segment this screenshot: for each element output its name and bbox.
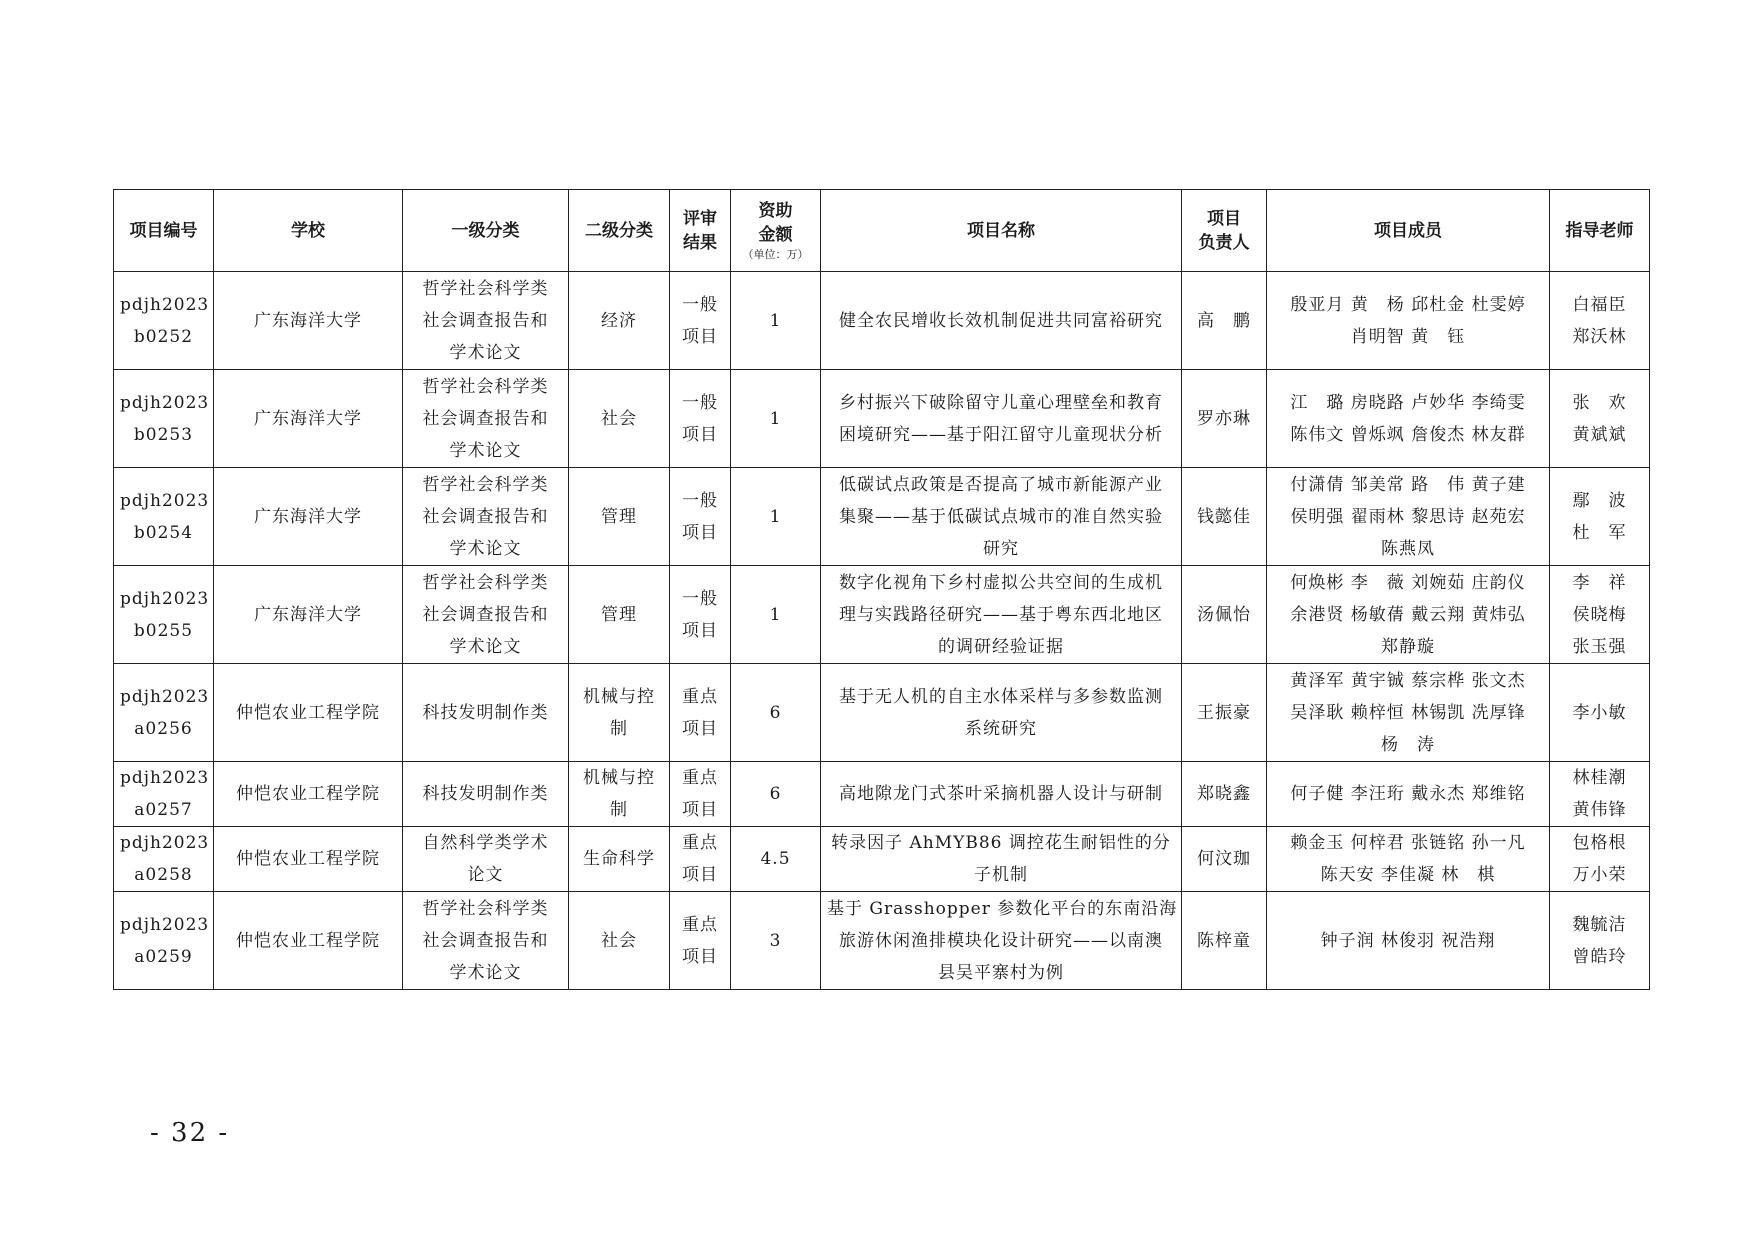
- cell-school: 仲恺农业工程学院: [214, 664, 403, 762]
- cell-project-name-line: 数字化视角下乡村虚拟公共空间的生成机: [839, 572, 1163, 593]
- cell-project-id: [114, 892, 214, 990]
- cell-category-1-line: 社会调查报告和: [422, 506, 549, 527]
- cell-amount: 6: [731, 762, 821, 827]
- cell-project-name-line: 低碳试点政策是否提高了城市新能源产业: [839, 474, 1163, 495]
- header-school: 学校: [214, 190, 403, 272]
- cell-result-line: 项目: [682, 424, 718, 445]
- cell-advisor: [1550, 762, 1650, 827]
- cell-category-1-line: 社会调查报告和: [422, 310, 549, 331]
- cell-project-name-line: 乡村振兴下破除留守儿童心理壁垒和教育: [839, 392, 1163, 413]
- table-row: [114, 762, 1650, 827]
- cell-project-name: [821, 468, 1182, 566]
- cell-category-2: [569, 827, 670, 892]
- cell-amount: 1: [731, 370, 821, 468]
- cell-category-2: [569, 468, 670, 566]
- cell-advisor-line: 李 祥: [1572, 572, 1627, 593]
- cell-advisor-line: 鄢 波: [1572, 490, 1627, 511]
- cell-result: [670, 468, 731, 566]
- cell-leader: 何汶珈: [1182, 827, 1267, 892]
- cell-project-id-line: pdjh2023: [120, 294, 210, 315]
- page-number: - 32 -: [150, 1118, 230, 1148]
- cell-members-line: 陈燕凤: [1381, 538, 1435, 559]
- cell-advisor-line: 黄斌斌: [1572, 424, 1627, 445]
- cell-project-id-line: b0252: [133, 326, 194, 347]
- cell-category-2-line: 制: [610, 718, 628, 739]
- cell-project-name-line: 系统研究: [965, 718, 1037, 739]
- cell-members-line: 何子健 李汪珩 戴永杰 郑维铭: [1290, 784, 1526, 804]
- cell-category-1-line: 学术论文: [449, 440, 522, 461]
- header-result-line: 结果: [683, 232, 717, 253]
- cell-project-name-line: 高地隙龙门式茶叶采摘机器人设计与研制: [839, 784, 1163, 804]
- cell-project-name: [821, 892, 1182, 990]
- cell-category-1: [403, 370, 569, 468]
- table-row: [114, 272, 1650, 370]
- cell-leader: 钱懿佳: [1182, 468, 1267, 566]
- cell-category-1: [403, 827, 569, 892]
- cell-category-2: [569, 272, 670, 370]
- cell-result-line: 重点: [682, 833, 718, 853]
- cell-category-1-line: 哲学社会科学类: [422, 474, 549, 495]
- cell-category-2: [569, 370, 670, 468]
- cell-category-2-line: 机械与控: [583, 686, 655, 707]
- table-header: [114, 190, 1650, 272]
- cell-project-name: [821, 762, 1182, 827]
- cell-members: [1267, 566, 1550, 664]
- cell-members-line: 侯明强 翟雨林 黎思诗 赵苑宏: [1290, 506, 1526, 527]
- cell-members-line: 黄泽军 黄宇铖 蔡宗桦 张文杰: [1290, 670, 1526, 691]
- cell-advisor-line: 曾皓玲: [1572, 946, 1627, 967]
- header-cat2: 二级分类: [569, 190, 670, 272]
- table-row: [114, 827, 1650, 892]
- cell-members-line: 赖金玉 何梓君 张链铭 孙一凡: [1290, 833, 1526, 853]
- header-amount-line: 金额: [758, 224, 793, 245]
- cell-project-id-line: pdjh2023: [120, 833, 210, 853]
- cell-category-2-line: 经济: [601, 310, 637, 331]
- header-cat1: 一级分类: [403, 190, 569, 272]
- cell-members-line: 江 璐 房晓路 卢妙华 李绮雯: [1290, 392, 1526, 413]
- cell-project-name: [821, 272, 1182, 370]
- header-result: [670, 190, 731, 272]
- cell-result-line: 一般: [682, 294, 718, 315]
- cell-category-2-line: 制: [610, 800, 628, 820]
- cell-project-id-line: b0255: [133, 620, 194, 641]
- cell-project-id-line: pdjh2023: [120, 490, 210, 511]
- cell-project-name: [821, 566, 1182, 664]
- cell-result-line: 项目: [682, 946, 718, 967]
- cell-result: [670, 827, 731, 892]
- header-amount: [731, 190, 821, 272]
- cell-category-1-line: 哲学社会科学类: [422, 278, 549, 299]
- cell-result-line: 重点: [682, 914, 718, 935]
- cell-amount: 1: [731, 272, 821, 370]
- cell-result: [670, 762, 731, 827]
- cell-category-2: [569, 566, 670, 664]
- cell-advisor-line: 张玉强: [1572, 636, 1627, 657]
- cell-project-id-line: b0253: [133, 424, 194, 445]
- table-row: [114, 664, 1650, 762]
- cell-project-name-line: 研究: [983, 538, 1019, 559]
- header-amount-unit: （单位：万）: [742, 247, 809, 261]
- header-advisor: 指导老师: [1550, 190, 1650, 272]
- cell-school: 广东海洋大学: [214, 370, 403, 468]
- cell-category-2-line: 机械与控: [583, 768, 655, 788]
- cell-result: [670, 892, 731, 990]
- cell-project-id-line: a0256: [134, 718, 193, 739]
- cell-category-2-line: 社会: [601, 408, 637, 429]
- cell-category-1: [403, 762, 569, 827]
- cell-project-name: [821, 827, 1182, 892]
- cell-members-line: 付潇倩 邹美常 路 伟 黄子建: [1290, 474, 1526, 495]
- cell-members-line: 吴泽耿 赖梓恒 林锡凯 冼厚锋: [1290, 702, 1526, 723]
- cell-advisor-line: 郑沃林: [1572, 326, 1627, 347]
- cell-amount: 4.5: [731, 827, 821, 892]
- cell-category-1-line: 论文: [467, 865, 504, 885]
- cell-project-id-line: pdjh2023: [120, 768, 210, 788]
- cell-project-name-line: 困境研究——基于阳江留守儿童现状分析: [839, 424, 1163, 445]
- table-row: [114, 566, 1650, 664]
- cell-school: 仲恺农业工程学院: [214, 892, 403, 990]
- cell-advisor: [1550, 664, 1650, 762]
- cell-result-line: 一般: [682, 392, 718, 413]
- cell-members-line: 杨 涛: [1381, 734, 1435, 755]
- cell-category-1-line: 学术论文: [449, 342, 522, 363]
- table-body: [114, 272, 1650, 990]
- cell-school: 广东海洋大学: [214, 566, 403, 664]
- cell-members-line: 郑静璇: [1381, 636, 1435, 657]
- cell-project-name-line: 健全农民增收长效机制促进共同富裕研究: [839, 310, 1163, 331]
- cell-category-1-line: 学术论文: [449, 962, 522, 983]
- cell-amount: 1: [731, 566, 821, 664]
- cell-result-line: 项目: [682, 718, 718, 739]
- cell-project-name: [821, 664, 1182, 762]
- cell-result: [670, 664, 731, 762]
- cell-advisor-line: 杜 军: [1572, 522, 1627, 543]
- cell-members: [1267, 468, 1550, 566]
- cell-project-name-line: 转录因子 AhMYB86 调控花生耐铝性的分: [831, 833, 1171, 853]
- cell-members: [1267, 892, 1550, 990]
- cell-result-line: 项目: [682, 326, 718, 347]
- cell-result: [670, 370, 731, 468]
- cell-members: [1267, 827, 1550, 892]
- cell-amount: 3: [731, 892, 821, 990]
- cell-category-1: [403, 468, 569, 566]
- cell-leader: 汤佩怡: [1182, 566, 1267, 664]
- cell-advisor-line: 魏毓洁: [1572, 914, 1627, 935]
- cell-result-line: 项目: [682, 522, 718, 543]
- cell-project-name-line: 县吴平寨村为例: [938, 962, 1064, 983]
- cell-project-id-line: pdjh2023: [120, 686, 210, 707]
- header-result-line: 评审: [683, 208, 717, 229]
- cell-school: 仲恺农业工程学院: [214, 827, 403, 892]
- cell-project-name-line: 集聚——基于低碳试点城市的准自然实验: [839, 506, 1163, 527]
- cell-advisor-line: 侯晓梅: [1572, 604, 1627, 625]
- cell-result-line: 重点: [682, 686, 718, 707]
- cell-result-line: 重点: [682, 768, 718, 788]
- cell-category-1-line: 自然科学类学术: [422, 833, 549, 853]
- cell-project-id-line: a0259: [134, 946, 193, 967]
- cell-school: 仲恺农业工程学院: [214, 762, 403, 827]
- cell-category-1: [403, 272, 569, 370]
- cell-members-line: 陈天安 李佳凝 林 棋: [1320, 865, 1496, 885]
- cell-school: 广东海洋大学: [214, 468, 403, 566]
- cell-project-name-line: 子机制: [974, 865, 1028, 885]
- cell-category-1-line: 哲学社会科学类: [422, 572, 549, 593]
- cell-project-id-line: b0254: [133, 522, 194, 543]
- cell-members-line: 殷亚月 黄 杨 邱杜金 杜雯婷: [1290, 294, 1526, 315]
- cell-result-line: 项目: [682, 620, 718, 641]
- cell-advisor: [1550, 827, 1650, 892]
- cell-members-line: 陈伟文 曾烁飒 詹俊杰 林友群: [1290, 424, 1526, 445]
- cell-advisor-line: 万小荣: [1572, 865, 1627, 885]
- cell-category-1-line: 科技发明制作类: [422, 784, 549, 804]
- cell-project-name-line: 旅游休闲渔排模块化设计研究——以南澳: [839, 930, 1163, 951]
- cell-advisor-line: 包格根: [1572, 833, 1627, 853]
- cell-advisor: [1550, 272, 1650, 370]
- cell-members-line: 余港贤 杨敏蒨 戴云翔 黄炜弘: [1290, 604, 1526, 625]
- cell-category-2-line: 管理: [601, 604, 637, 625]
- cell-project-name: [821, 370, 1182, 468]
- cell-leader: 高 鹏: [1182, 272, 1267, 370]
- cell-project-id-line: pdjh2023: [120, 588, 210, 609]
- cell-category-1-line: 社会调查报告和: [422, 930, 549, 951]
- cell-result-line: 一般: [682, 490, 718, 511]
- cell-category-2-line: 生命科学: [583, 849, 655, 869]
- cell-result-line: 一般: [682, 588, 718, 609]
- cell-category-1: [403, 892, 569, 990]
- cell-project-name-line: 基于 Grasshopper 参数化平台的东南沿海: [827, 898, 1178, 919]
- cell-category-2: [569, 664, 670, 762]
- cell-members-line: 肖明智 黄 钰: [1350, 326, 1466, 347]
- cell-project-id-line: a0257: [134, 800, 193, 820]
- cell-leader: 郑晓鑫: [1182, 762, 1267, 827]
- cell-advisor: [1550, 370, 1650, 468]
- cell-category-1: [403, 566, 569, 664]
- cell-category-1-line: 科技发明制作类: [422, 702, 549, 723]
- header-name: 项目名称: [821, 190, 1182, 272]
- cell-amount: 6: [731, 664, 821, 762]
- cell-project-id: [114, 272, 214, 370]
- cell-advisor: [1550, 892, 1650, 990]
- cell-category-1-line: 社会调查报告和: [422, 604, 549, 625]
- cell-project-name-line: 的调研经验证据: [938, 636, 1064, 657]
- cell-advisor-line: 李小敏: [1572, 702, 1627, 723]
- cell-project-name-line: 理与实践路径研究——基于粤东西北地区: [839, 604, 1163, 625]
- cell-advisor: [1550, 468, 1650, 566]
- header-leader-line: 负责人: [1198, 232, 1250, 253]
- header-leader: [1182, 190, 1267, 272]
- cell-school: 广东海洋大学: [214, 272, 403, 370]
- cell-advisor-line: 张 欢: [1572, 392, 1627, 413]
- cell-members-line: 钟子润 林俊羽 祝浩翔: [1320, 930, 1496, 951]
- cell-members: [1267, 664, 1550, 762]
- cell-result-line: 项目: [682, 800, 718, 820]
- cell-category-2: [569, 762, 670, 827]
- header-members: 项目成员: [1267, 190, 1550, 272]
- cell-category-1-line: 哲学社会科学类: [422, 376, 549, 397]
- cell-advisor-line: 白福臣: [1572, 294, 1627, 315]
- cell-advisor-line: 黄伟锋: [1572, 800, 1627, 820]
- cell-amount: 1: [731, 468, 821, 566]
- cell-project-id-line: pdjh2023: [120, 392, 210, 413]
- cell-project-name-line: 基于无人机的自主水体采样与多参数监测: [839, 686, 1163, 707]
- cell-result: [670, 566, 731, 664]
- cell-project-id-line: pdjh2023: [120, 914, 210, 935]
- cell-members-line: 何焕彬 李 薇 刘婉茹 庄韵仪: [1290, 572, 1526, 593]
- cell-project-id: [114, 468, 214, 566]
- cell-category-1-line: 学术论文: [449, 538, 522, 559]
- cell-advisor-line: 林桂潮: [1572, 768, 1627, 788]
- header-amount-line: 资助: [758, 200, 793, 221]
- cell-project-id: [114, 370, 214, 468]
- header-id: 项目编号: [114, 190, 214, 272]
- table-row: [114, 370, 1650, 468]
- cell-members: [1267, 762, 1550, 827]
- table-row: [114, 468, 1650, 566]
- cell-result-line: 项目: [682, 865, 718, 885]
- project-table: [113, 189, 1650, 990]
- cell-project-id: [114, 762, 214, 827]
- cell-leader: 王振豪: [1182, 664, 1267, 762]
- cell-category-2-line: 社会: [601, 930, 637, 951]
- cell-category-1-line: 哲学社会科学类: [422, 898, 549, 919]
- cell-project-id: [114, 566, 214, 664]
- cell-result: [670, 272, 731, 370]
- cell-members: [1267, 272, 1550, 370]
- cell-category-1-line: 社会调查报告和: [422, 408, 549, 429]
- cell-category-1-line: 学术论文: [449, 636, 522, 657]
- cell-advisor: [1550, 566, 1650, 664]
- table-row: [114, 892, 1650, 990]
- cell-category-2: [569, 892, 670, 990]
- cell-project-id-line: a0258: [134, 865, 193, 885]
- cell-leader: 陈梓童: [1182, 892, 1267, 990]
- cell-category-1: [403, 664, 569, 762]
- cell-project-id: [114, 827, 214, 892]
- header-row: [114, 190, 1650, 272]
- cell-members: [1267, 370, 1550, 468]
- cell-project-id: [114, 664, 214, 762]
- cell-category-2-line: 管理: [601, 506, 637, 527]
- header-leader-line: 项目: [1207, 208, 1241, 229]
- cell-leader: 罗亦琳: [1182, 370, 1267, 468]
